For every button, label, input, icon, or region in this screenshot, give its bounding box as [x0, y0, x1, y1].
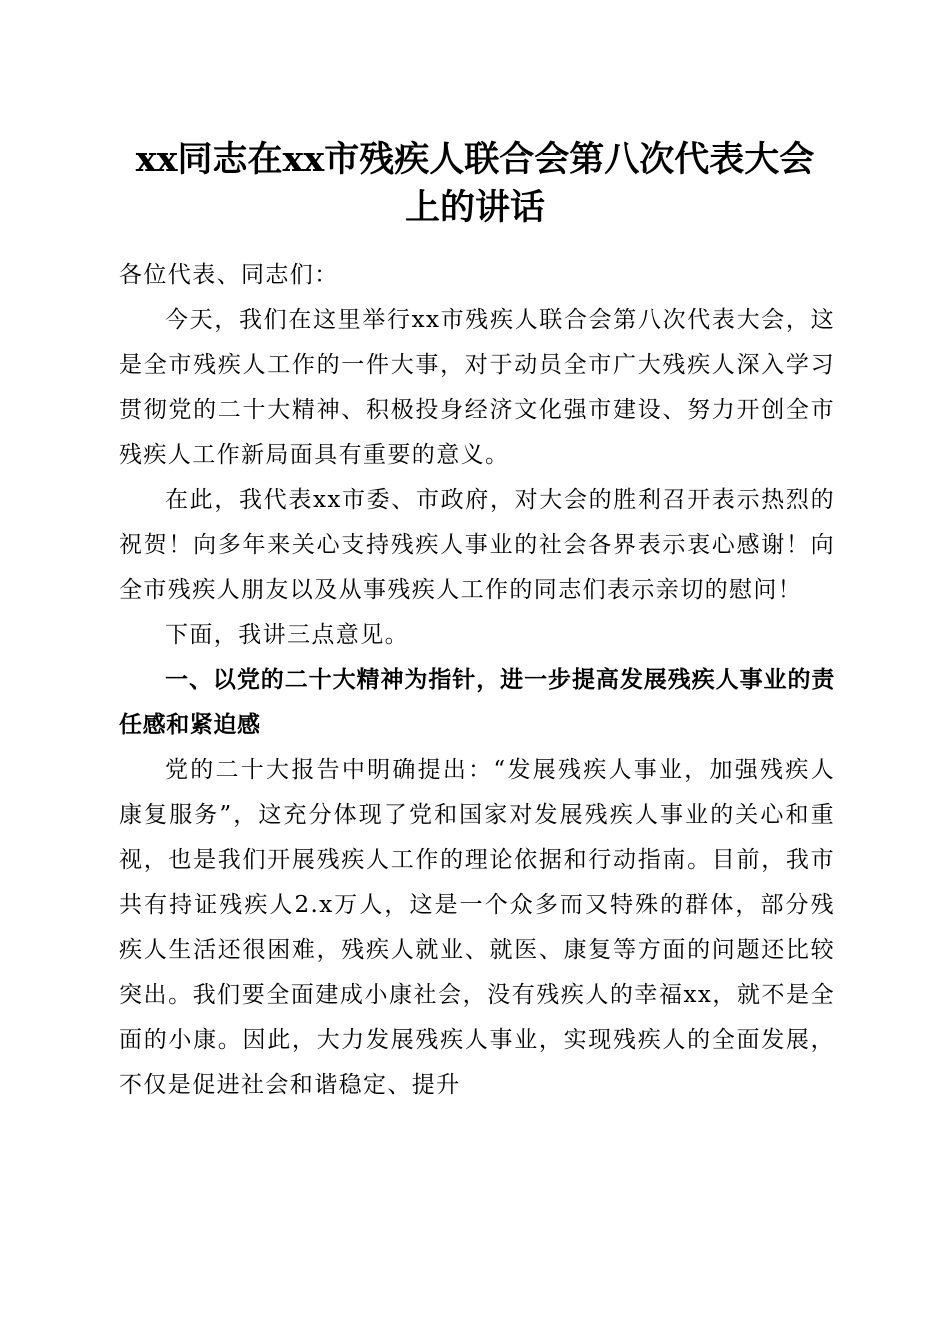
section-heading-1: 一、以党的二十大精神为指针，进一步提高发展残疾人事业的责任感和紧迫感 [119, 667, 835, 738]
document-title [100, 136, 850, 232]
title-line-1: xx同志在xx市残疾人联合会第八次代表大会 [135, 139, 815, 180]
salutation: 各位代表、同志们： [119, 262, 339, 288]
paragraph-outline: 下面，我讲三点意见。 [165, 622, 409, 648]
document-body [119, 253, 835, 1108]
title-line-2: 上的讲话 [404, 187, 545, 228]
paragraph-section-1: 党的二十大报告中明确提出：“发展残疾人事业，加强残疾人康复服务”，这充分体现了党和国家对发展残疾人事业的关心和重视，也是我们开展残疾人工作的理论依据和行动指南。目前，我市共有持证残疾人2.x万人，这是一个众多而又特殊的群体，部分残疾人生活还很困难，残疾人就业、就医、康复等方面的问题还比较突出。我们要全面建成小康社会，没有残疾人的幸福xx，就不是全面的小康。因此，大力发展残疾人事业，实现残疾人的全面发展，不仅是促进社会和谐稳定、提升 [119, 757, 835, 1098]
paragraph-congratulations: 在此，我代表xx市委、市政府，对大会的胜利召开表示热烈的祝贺！向多年来关心支持残疾人事业的社会各界表示衷心感谢！向全市残疾人朋友以及从事残疾人工作的同志们表示亲切的慰问！ [119, 487, 835, 603]
paragraph-opening: 今天，我们在这里举行xx市残疾人联合会第八次代表大会，这是全市残疾人工作的一件大事，对于动员全市广大残疾人深入学习贯彻党的二十大精神、积极投身经济文化强市建设、努力开创全市残疾人工作新局面具有重要的意义。 [119, 307, 835, 468]
